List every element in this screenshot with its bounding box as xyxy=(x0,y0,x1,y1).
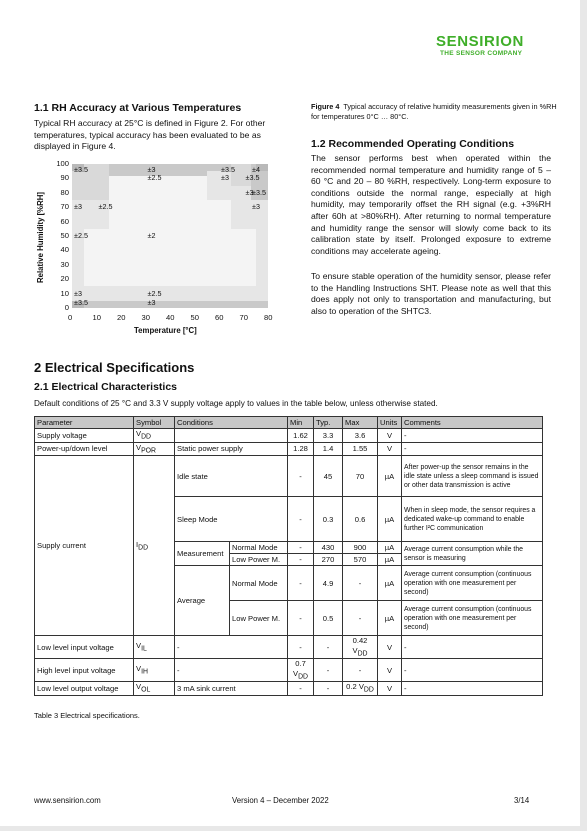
y-tick-label: 50 xyxy=(60,231,69,240)
table-row xyxy=(35,636,543,659)
x-tick-label: 60 xyxy=(215,313,224,322)
unit-cell: µA xyxy=(378,566,402,601)
accuracy-label: ±4 xyxy=(252,165,260,174)
comment-cell: Average current consumption (continuous operation with one measurement per second) xyxy=(402,566,543,601)
header-max: Max xyxy=(343,417,378,429)
max-cell xyxy=(343,636,378,659)
comment-cell: After power-up the sensor remains in the idle state unless a sleep command is issued or other data transmission is active xyxy=(402,456,543,497)
x-tick-label: 20 xyxy=(117,313,126,322)
symbol-main: I xyxy=(136,539,139,549)
max-cell: 0.6 xyxy=(343,497,378,542)
symbol-cell xyxy=(134,659,175,682)
min-cell: - xyxy=(288,456,314,497)
brand-tagline: THE SENSOR COMPANY xyxy=(440,50,523,57)
accuracy-label: ±3 xyxy=(221,173,229,183)
min-cell: - xyxy=(288,682,314,696)
conditions-group-cell: Measurement xyxy=(175,542,230,566)
table-3-caption: Table 3 Electrical specifications. xyxy=(34,711,140,720)
unit-cell: V xyxy=(378,659,402,682)
symbol-main: V xyxy=(136,641,142,651)
max-cell: 1.55 xyxy=(343,442,378,456)
symbol-sub: DD xyxy=(138,544,149,552)
accuracy-label: ±3 xyxy=(252,202,260,212)
figure-4-caption-text: Typical accuracy of relative humidity measurements given in %RH for temperatures 0°C … 80°C. xyxy=(311,102,557,121)
conditions-cell: Normal Mode xyxy=(230,542,288,554)
max-main: 0.42 V xyxy=(352,636,368,655)
unit-cell: V xyxy=(378,636,402,659)
header-conditions: Conditions xyxy=(175,417,288,429)
section-1-2-text2: To ensure stable operation of the humidity sensor, please refer to the Handling Instructions SHT. Please note as well that this does apply not only to transportation and manufacturing, but also to operation of the SHTC3. xyxy=(311,271,551,316)
accuracy-label: ±2.5 xyxy=(74,231,88,240)
comment-cell: - xyxy=(402,429,543,443)
conditions-cell: Sleep Mode xyxy=(175,497,288,542)
comment-cell: - xyxy=(402,636,543,659)
y-tick-label: 90 xyxy=(60,173,69,183)
section-1-1-text: Typical RH accuracy at 25°C is defined in Figure 2. For other temperatures, typical accuracy has been evaluated to be as displayed in Figure 4. xyxy=(34,118,266,152)
unit-cell: µA xyxy=(378,554,402,566)
min-main: 0.7 V xyxy=(293,659,306,678)
x-tick-label: 40 xyxy=(166,313,175,322)
y-axis-label: Relative Humidity [%RH] xyxy=(36,192,45,283)
header-symbol: Symbol xyxy=(134,417,175,429)
param-cell: Low level input voltage xyxy=(35,636,134,659)
typ-cell: - xyxy=(314,659,343,682)
accuracy-grid xyxy=(72,164,268,308)
unit-cell: µA xyxy=(378,456,402,497)
comment-cell: - xyxy=(402,682,543,696)
accuracy-label: ±3 xyxy=(147,165,156,174)
y-tick-label: 80 xyxy=(60,187,69,197)
header-comments: Comments xyxy=(402,417,543,429)
table-row xyxy=(35,682,543,696)
accuracy-label: ±3.5 xyxy=(74,298,88,307)
y-tick-label: 0 xyxy=(64,303,69,312)
y-tick-label: 70 xyxy=(60,202,69,212)
min-cell: - xyxy=(288,636,314,659)
min-cell: - xyxy=(288,554,314,566)
conditions-cell: - xyxy=(175,636,288,659)
x-tick-label: 70 xyxy=(239,313,248,322)
table-row xyxy=(35,659,543,682)
symbol-cell xyxy=(134,682,175,696)
y-tick-label: 40 xyxy=(60,245,69,255)
symbol-main: V xyxy=(136,682,142,692)
typ-cell: 4.9 xyxy=(314,566,343,601)
symbol-sub: POR xyxy=(141,447,157,455)
y-tick-label: 20 xyxy=(60,274,69,284)
rh-accuracy-chart xyxy=(34,160,284,340)
accuracy-label: ±3.5 xyxy=(74,165,88,174)
typ-cell: 0.3 xyxy=(314,497,343,542)
section-1-2-text1: The sensor performs best when operated within the recommended normal temperature and humidity range of 5 – 60 °C and 20 – 80 %RH, respectively. Long-term exposure to conditions outside the normal range, especially at high humidity, may temporarily offset the RH signal (e.g. +3%RH after 60h at >80%RH). After returning to normal temperature and humidity range the sensor will slowly come back to its calibration state by itself. Prolonged exposure to extreme conditions may accelerate ageing. xyxy=(311,153,551,256)
table-row xyxy=(35,456,543,497)
y-tick-label: 30 xyxy=(60,259,69,269)
param-cell: Supply current xyxy=(35,456,134,636)
typ-cell: - xyxy=(314,636,343,659)
comment-cell: Average current consumption (continuous operation with one measurement per second) xyxy=(402,601,543,636)
accuracy-label: ±2 xyxy=(147,231,156,240)
conditions-cell: Low Power M. xyxy=(230,554,288,566)
typ-cell: 430 xyxy=(314,542,343,554)
max-sub: DD xyxy=(363,686,374,694)
unit-cell: V xyxy=(378,442,402,456)
max-cell: 570 xyxy=(343,554,378,566)
accuracy-label: ±3.5 xyxy=(245,173,260,183)
conditions-cell xyxy=(175,429,288,443)
section-1-2-heading: 1.2 Recommended Operating Conditions xyxy=(311,138,515,150)
typ-cell: 270 xyxy=(314,554,343,566)
typ-cell: 0.5 xyxy=(314,601,343,636)
figure-4-caption xyxy=(311,102,557,121)
comment-cell: - xyxy=(402,442,543,456)
header-units: Units xyxy=(378,417,402,429)
min-cell: 1.62 xyxy=(288,429,314,443)
accuracy-label: ±3.5 xyxy=(221,165,235,174)
symbol-main: V xyxy=(136,663,142,673)
y-tick-label: 10 xyxy=(60,288,69,298)
unit-cell: µA xyxy=(378,542,402,554)
x-tick-label: 30 xyxy=(141,313,150,322)
param-cell: Low level output voltage xyxy=(35,682,134,696)
footer-version: Version 4 – December 2022 xyxy=(232,796,329,805)
conditions-cell: Low Power M. xyxy=(230,601,288,636)
max-sub: DD xyxy=(357,650,368,658)
max-cell: 900 xyxy=(343,542,378,554)
accuracy-region xyxy=(231,200,268,229)
accuracy-label: ±2.5 xyxy=(98,202,113,212)
symbol-cell xyxy=(134,456,175,636)
typ-cell: - xyxy=(314,682,343,696)
typ-cell: 3.3 xyxy=(314,429,343,443)
param-cell: High level input voltage xyxy=(35,659,134,682)
symbol-cell xyxy=(134,636,175,659)
param-cell: Supply voltage xyxy=(35,429,134,443)
conditions-cell: Normal Mode xyxy=(230,566,288,601)
footer-page-number: 3/14 xyxy=(514,796,530,805)
max-cell: - xyxy=(343,659,378,682)
accuracy-label: ±3 xyxy=(245,187,254,197)
accuracy-region xyxy=(256,229,268,287)
unit-cell: V xyxy=(378,429,402,443)
param-cell: Power-up/down level xyxy=(35,442,134,456)
max-cell xyxy=(343,682,378,696)
max-cell: - xyxy=(343,601,378,636)
table-row xyxy=(35,429,543,443)
symbol-sub: DD xyxy=(141,433,152,441)
symbol-sub: IH xyxy=(141,668,148,676)
max-cell: - xyxy=(343,566,378,601)
accuracy-label: ±2.5 xyxy=(147,173,162,183)
figure-4-caption-label: Figure 4 xyxy=(311,102,340,111)
min-cell: 1.28 xyxy=(288,442,314,456)
min-cell: - xyxy=(288,497,314,542)
comment-cell: Average current consumption while the sensor is measuring xyxy=(402,542,543,566)
conditions-cell: - xyxy=(175,659,288,682)
typ-cell: 45 xyxy=(314,456,343,497)
accuracy-region xyxy=(72,301,268,308)
typ-cell: 1.4 xyxy=(314,442,343,456)
section-2-heading: 2 Electrical Specifications xyxy=(34,360,195,375)
y-tick-label: 60 xyxy=(60,216,69,226)
section-2-1-text: Default conditions of 25 °C and 3.3 V supply voltage apply to values in the table below, unless otherwise stated. xyxy=(34,399,438,408)
table-row xyxy=(35,442,543,456)
min-cell: - xyxy=(288,542,314,554)
symbol-sub: OL xyxy=(141,686,151,694)
y-tick-label: 100 xyxy=(56,159,69,168)
max-cell: 3.6 xyxy=(343,429,378,443)
header-parameter: Parameter xyxy=(35,417,134,429)
unit-cell: µA xyxy=(378,497,402,542)
comment-cell: - xyxy=(402,659,543,682)
min-cell xyxy=(288,659,314,682)
min-cell: - xyxy=(288,566,314,601)
conditions-cell: 3 mA sink current xyxy=(175,682,288,696)
table-header-row xyxy=(35,417,543,429)
x-tick-label: 50 xyxy=(190,313,199,322)
min-cell: - xyxy=(288,601,314,636)
max-cell: 70 xyxy=(343,456,378,497)
header-typ: Typ. xyxy=(314,417,343,429)
x-tick-label: 0 xyxy=(68,313,73,322)
accuracy-label: ±3.5 xyxy=(252,187,266,197)
brand-logo-text: SENSIRION xyxy=(436,33,524,50)
symbol-main: V xyxy=(136,442,142,452)
accuracy-label: ±2.5 xyxy=(147,288,162,298)
x-tick-label: 10 xyxy=(92,313,101,322)
accuracy-label: ±3 xyxy=(147,298,156,307)
section-2-1-heading: 2.1 Electrical Characteristics xyxy=(34,381,178,393)
comment-cell: When in sleep mode, the sensor requires a dedicated wake-up command to enable further I²C communication xyxy=(402,497,543,542)
unit-cell: µA xyxy=(378,601,402,636)
accuracy-label: ±3 xyxy=(74,202,82,212)
conditions-group-cell: Average xyxy=(175,566,230,636)
conditions-cell: Static power supply xyxy=(175,442,288,456)
max-main: 0.2 V xyxy=(346,682,364,692)
x-axis-label: Temperature [°C] xyxy=(134,326,197,335)
electrical-characteristics-table xyxy=(34,416,543,696)
accuracy-label: ±3 xyxy=(74,288,82,298)
symbol-sub: IL xyxy=(141,645,147,653)
x-tick-label: 80 xyxy=(264,313,273,322)
section-1-1-heading: 1.1 RH Accuracy at Various Temperatures xyxy=(34,102,242,114)
header-min: Min xyxy=(288,417,314,429)
symbol-cell xyxy=(134,429,175,443)
symbol-cell xyxy=(134,442,175,456)
conditions-cell: Idle state xyxy=(175,456,288,497)
min-sub: DD xyxy=(298,673,309,681)
unit-cell: V xyxy=(378,682,402,696)
symbol-main: V xyxy=(136,429,142,438)
footer-website[interactable]: www.sensirion.com xyxy=(34,796,101,805)
